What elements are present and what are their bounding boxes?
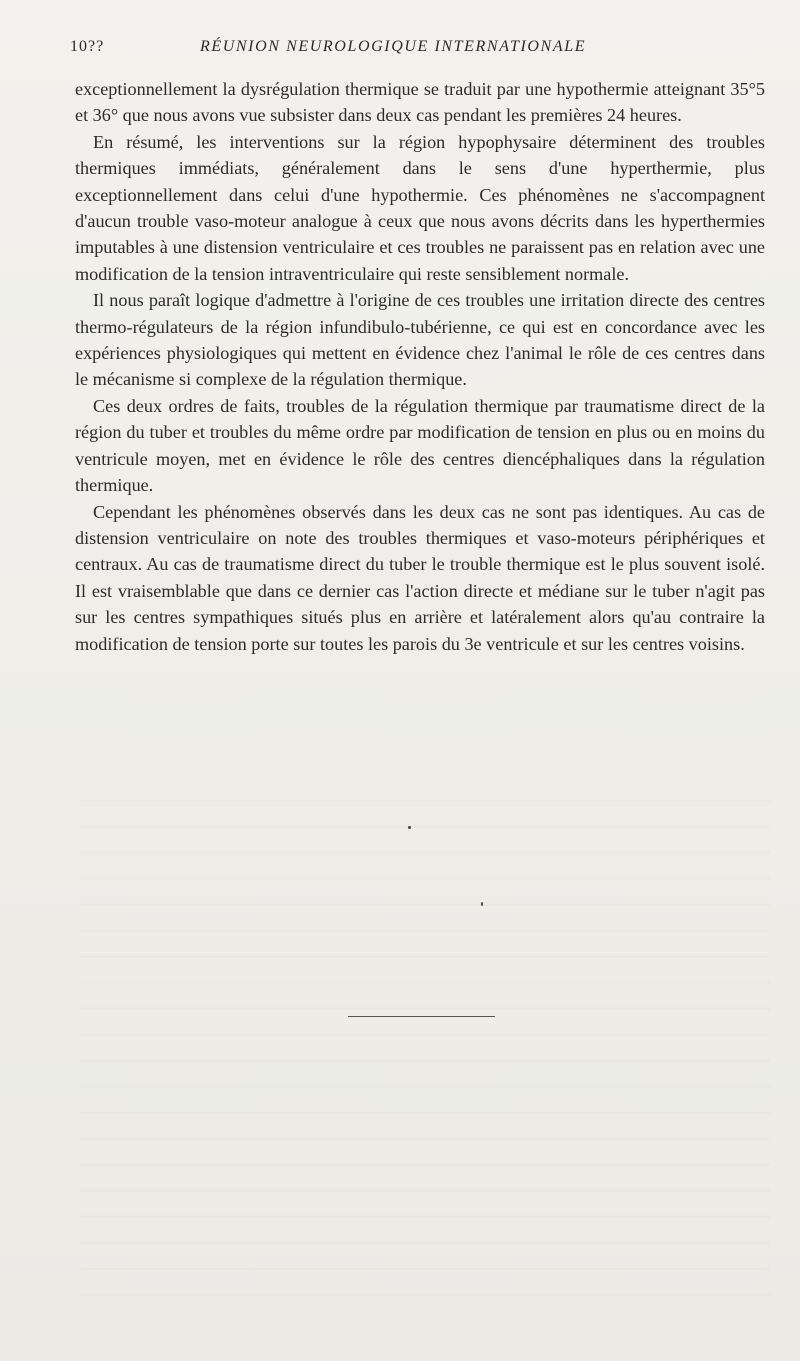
running-title: RÉUNION NEUROLOGIQUE INTERNATIONALE	[200, 38, 587, 55]
paragraph-1: exceptionnellement la dysrégulation thermique se traduit par une hypothermie atteignant 35°5 et 36° que nous avons vue subsister dans deux cas pendant les premières 24 heures.	[75, 79, 765, 126]
paragraph-3: Il nous paraît logique d'admettre à l'origine de ces troubles une irritation directe des centres thermo-régulateurs de la région infundibulo-tubérienne, ce qui est en concordance avec les expériences physiologiques qui mettent en évidence chez l'animal le rôle de ces centres dans le mécanisme si complexe de la régulation thermique.	[75, 290, 765, 390]
ink-speck	[481, 902, 483, 906]
paragraph-4: Ces deux ordres de faits, troubles de la régulation thermique par traumatisme direct de la région du tuber et troubles du même ordre par modification de tension en plus ou en moins du ventricule moyen, met en évidence le rôle des centres diencéphaliques dans la régulation thermique.	[75, 395, 765, 496]
page-number: 10??	[70, 38, 105, 55]
show-through-texture	[80, 800, 770, 1320]
page-header	[70, 38, 770, 60]
section-end-rule	[348, 1016, 495, 1017]
paragraph-5: Cependant les phénomènes observés dans les deux cas ne sont pas identiques. Au cas de distension ventriculaire on note des troubles thermiques et vaso-moteurs périphériques et centraux. Au cas de traumatisme direct du tuber le trouble thermique est le plus souvent isolé. Il est vraisemblable que dans ce dernier cas l'action directe et médiane sur le tuber n'agit pas sur les centres sympathiques situés plus en arrière et latéralement alors qu'au contraire la modification de tension porte sur toutes les parois du 3e ventricule et sur les centres voisins.	[75, 501, 765, 654]
ink-speck	[408, 826, 411, 829]
body-text	[75, 76, 765, 657]
paragraph-2: En résumé, les interventions sur la région hypophysaire déterminent des troubles thermiques immédiats, généralement dans le sens d'une hyperthermie, plus exceptionnellement dans celui d'une hypothermie. Ces phénomènes ne s'accompagnent d'aucun trouble vaso-moteur analogue à ceux que nous avons décrits dans les hyperthermies imputables à une distension ventriculaire et ces troubles ne paraissent pas en relation avec une modification de la tension intraventriculaire qui reste sensiblement normale.	[75, 131, 765, 284]
